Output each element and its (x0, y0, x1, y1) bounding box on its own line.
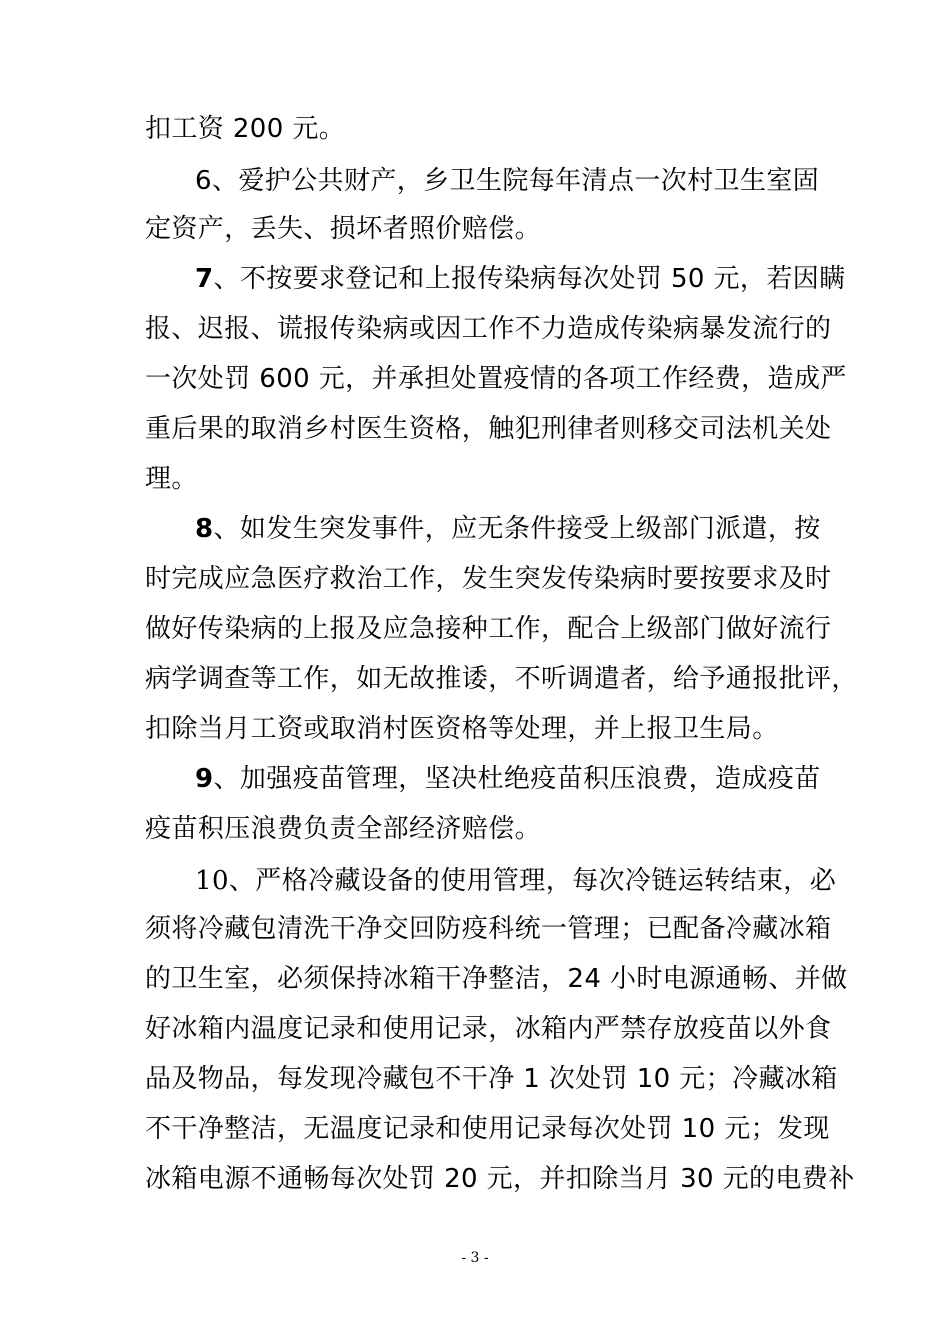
clause-7-first-line: 7、不按要求登记和上报传染病每次处罚 50 元，若因瞒 (195, 264, 846, 294)
clause-number: 10 (195, 866, 229, 896)
clause-number: 6 (195, 166, 212, 196)
clause-number: 8 (195, 514, 214, 544)
body-line: 疫苗积压浪费负责全部经济赔偿。 (145, 814, 542, 844)
body-line: 定资产，丢失、损坏者照价赔偿。 (145, 214, 542, 244)
clause-10-first-line: 10、严格冷藏设备的使用管理，每次冷链运转结束，必 (195, 866, 837, 896)
clause-number: 9 (195, 764, 214, 794)
body-line: 好冰箱内温度记录和使用记录，冰箱内严禁存放疫苗以外食 (145, 1014, 832, 1044)
body-line: 病学调查等工作，如无故推诿，不听调遣者，给予通报批评， (145, 664, 858, 694)
body-line: 品及物品，每发现冷藏包不干净 1 次处罚 10 元；冷藏冰箱 (145, 1064, 838, 1094)
body-line: 理。 (145, 464, 198, 494)
body-line: 重后果的取消乡村医生资格，触犯刑律者则移交司法机关处 (145, 414, 832, 444)
clause-number: 7 (195, 264, 214, 294)
body-line: 不干净整洁，无温度记录和使用记录每次处罚 10 元；发现 (145, 1114, 830, 1144)
body-line: 扣除当月工资或取消村医资格等处理，并上报卫生局。 (145, 714, 779, 744)
body-line: 一次处罚 600 元，并承担处置疫情的各项工作经费，造成严 (145, 364, 847, 394)
body-line: 扣工资 200 元。 (145, 114, 346, 144)
clause-9-first-line: 9、加强疫苗管理，坚决杜绝疫苗积压浪费，造成疫苗 (195, 764, 821, 794)
body-line: 时完成应急医疗救治工作，发生突发传染病时要按要求及时 (145, 564, 832, 594)
clause-6-first-line: 6、爱护公共财产，乡卫生院每年清点一次村卫生室固 (195, 166, 820, 196)
body-line: 做好传染病的上报及应急接种工作，配合上级部门做好流行 (145, 614, 832, 644)
page-number: - 3 - (461, 1250, 489, 1266)
body-line: 报、迟报、谎报传染病或因工作不力造成传染病暴发流行的 (145, 314, 832, 344)
clause-8-first-line: 8、如发生突发事件，应无条件接受上级部门派遣，按 (195, 514, 821, 544)
body-line: 的卫生室，必须保持冰箱干净整洁，24 小时电源通畅、并做 (145, 964, 848, 994)
body-line: 冰箱电源不通畅每次处罚 20 元，并扣除当月 30 元的电费补 (145, 1164, 855, 1194)
body-line: 须将冷藏包清洗干净交回防疫科统一管理；已配备冷藏冰箱 (145, 914, 832, 944)
